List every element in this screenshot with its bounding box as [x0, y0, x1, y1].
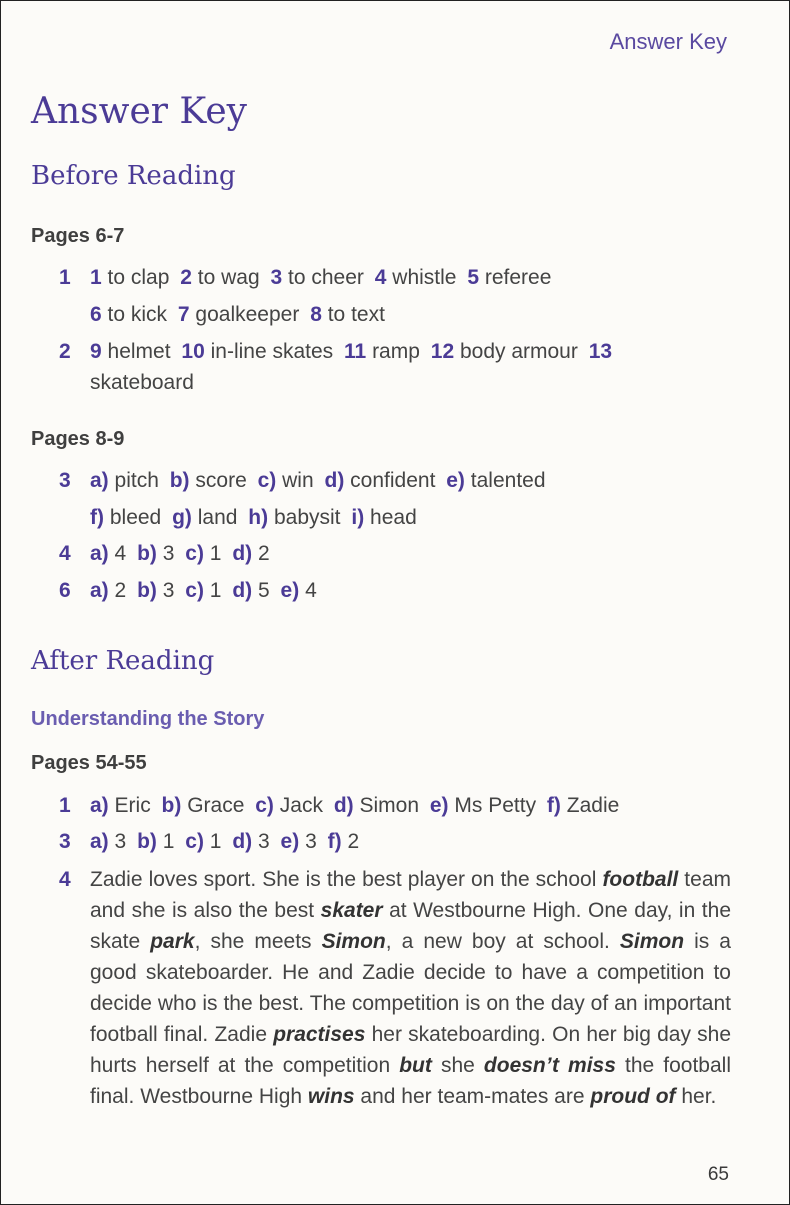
answer-text: to cheer [288, 266, 364, 289]
summary-keyword: Simon [321, 930, 386, 953]
summary-keyword: wins [307, 1085, 355, 1108]
answer-text: 4 [305, 579, 317, 602]
answer-key: c) [185, 579, 204, 602]
answer-key: d) [324, 469, 345, 492]
answer-key: c) [185, 542, 204, 565]
answer-key: a) [90, 830, 109, 853]
summary-keyword: Simon [619, 930, 685, 953]
answer-key: d) [232, 830, 253, 853]
answer-key: f) [327, 830, 342, 853]
answer-text: pitch [114, 469, 159, 492]
summary-text: , she meets [194, 930, 322, 953]
answer-text: win [282, 469, 314, 492]
answer-line [90, 371, 194, 395]
answer-text: 2 [114, 579, 127, 602]
answer-text: to clap [107, 266, 170, 289]
answer-key: 13 [588, 340, 613, 363]
summary-keyword: practises [273, 1023, 366, 1046]
summary-text: Zadie loves sport. She is the best player on the school [90, 868, 603, 891]
answer-text: 2 [347, 830, 360, 853]
answer-key: b) [137, 579, 157, 602]
answer-key: f) [546, 794, 561, 817]
summary-text: and her team-mates are [354, 1085, 591, 1108]
before-reading-heading: Before Reading [31, 161, 236, 191]
exercise-number: 1 [59, 794, 71, 817]
exercise-number: 1 [59, 266, 71, 289]
answer-line [90, 340, 612, 364]
answer-key: a) [90, 542, 109, 565]
answer-key: e) [429, 794, 449, 817]
summary-keyword: doesn’t miss [483, 1054, 616, 1077]
answer-text: 5 [258, 579, 270, 602]
answer-key: 10 [181, 340, 205, 363]
answer-key: d) [232, 542, 253, 565]
answer-key: b) [161, 794, 182, 817]
summary-paragraph [90, 864, 731, 1112]
pages-8-9-label: Pages 8-9 [31, 428, 125, 450]
answer-line [90, 266, 551, 290]
answer-line [90, 542, 270, 566]
answer-text: body armour [459, 340, 578, 363]
answer-text: 3 [162, 542, 175, 565]
answer-key: 2 [180, 266, 192, 289]
exercise-number: 4 [59, 868, 71, 891]
answer-key: 4 [374, 266, 387, 289]
answer-text: Ms Petty [454, 794, 537, 817]
answer-key: b) [137, 542, 157, 565]
answer-text: Eric [114, 794, 151, 817]
answer-text: to wag [197, 266, 260, 289]
answer-text: 3 [162, 579, 175, 602]
answer-text: 1 [162, 830, 175, 853]
answer-text: goalkeeper [195, 303, 300, 326]
answer-text: 4 [114, 542, 127, 565]
answer-key: 8 [310, 303, 322, 326]
summary-text: team and she is also the best [90, 868, 731, 922]
answer-key: c) [255, 794, 274, 817]
summary-text: is a good skateboarder. He and Zadie decide to have a competition to decide who is the best. The competition is on the day of an important football final. Zadie [90, 930, 731, 1046]
answer-line [90, 469, 546, 493]
answer-key: a) [90, 579, 109, 602]
exercise-number: 4 [59, 542, 71, 565]
answer-key: d) [333, 794, 354, 817]
answer-text: 1 [209, 542, 222, 565]
answer-key: a) [90, 469, 109, 492]
answer-key: a) [90, 794, 109, 817]
answer-text: 2 [258, 542, 270, 565]
after-reading-heading: After Reading [31, 646, 215, 676]
summary-keyword: but [399, 1054, 432, 1077]
running-header: Answer Key [609, 29, 727, 54]
exercise-number: 3 [59, 830, 71, 853]
answer-text: babysit [273, 506, 341, 529]
answer-text: 3 [114, 830, 127, 853]
summary-text: the football final. Westbourne High [90, 1054, 731, 1108]
answer-line [90, 303, 385, 327]
answer-key: f) [90, 506, 104, 529]
answer-key: b) [137, 830, 157, 853]
answer-key: 7 [177, 303, 190, 326]
page-title: Answer Key [31, 91, 247, 132]
answer-key: 9 [90, 340, 102, 363]
answer-key: d) [232, 579, 253, 602]
answer-key: 12 [430, 340, 455, 363]
answer-line [90, 579, 317, 603]
answer-key: 3 [270, 266, 283, 289]
answer-key: 11 [344, 340, 367, 363]
answer-line [90, 794, 619, 818]
answer-key: h) [248, 506, 269, 529]
answer-line [90, 506, 417, 530]
answer-text: bleed [109, 506, 162, 529]
answer-key: g) [172, 506, 192, 529]
answer-text: ramp [372, 340, 420, 363]
summary-text: , a new boy at school. [385, 930, 620, 953]
answer-key: c) [257, 469, 277, 492]
answer-text: Jack [279, 794, 323, 817]
answer-key: c) [185, 830, 204, 853]
answer-text: to kick [107, 303, 168, 326]
answer-text: Grace [187, 794, 245, 817]
answer-text: helmet [107, 340, 171, 363]
answer-text: confident [350, 469, 436, 492]
pages-6-7-label: Pages 6-7 [31, 225, 125, 247]
answer-line [90, 830, 359, 854]
summary-keyword: skater [320, 899, 383, 922]
summary-text: her skateboarding. On her big day she hurts herself at the competition [90, 1023, 731, 1077]
pages-54-55-label: Pages 54-55 [31, 752, 147, 774]
answer-text: 3 [258, 830, 270, 853]
answer-key: e) [446, 469, 465, 492]
answer-key: 1 [90, 266, 102, 289]
answer-key: b) [169, 469, 190, 492]
answer-key: e) [280, 579, 300, 602]
page-number: 65 [707, 1164, 729, 1185]
summary-text: her. [675, 1085, 717, 1108]
answer-key: e) [280, 830, 300, 853]
answer-text: score [195, 469, 247, 492]
answer-text: Zadie [566, 794, 620, 817]
answer-text: to text [327, 303, 385, 326]
answer-text: in-line skates [210, 340, 334, 363]
exercise-number: 6 [59, 579, 71, 602]
understanding-story-subheading: Understanding the Story [31, 708, 265, 730]
exercise-number: 3 [59, 469, 71, 492]
summary-keyword: proud of [590, 1085, 676, 1108]
exercise-number: 2 [59, 340, 71, 363]
answer-text: Simon [359, 794, 420, 817]
answer-text: head [370, 506, 417, 529]
answer-text: whistle [392, 266, 457, 289]
answer-text: 1 [209, 579, 222, 602]
answer-text: 3 [305, 830, 317, 853]
summary-text: at Westbourne High. One day, in the skate [90, 899, 731, 953]
answer-key: 5 [467, 266, 480, 289]
summary-text: she [431, 1054, 484, 1077]
answer-text: referee [484, 266, 552, 289]
answer-key: i) [351, 506, 365, 529]
answer-text: talented [470, 469, 546, 492]
summary-keyword: football [602, 868, 679, 891]
answer-key: 6 [90, 303, 102, 326]
answer-text: skateboard [90, 371, 194, 394]
summary-keyword: park [150, 930, 195, 953]
answer-text: land [197, 506, 238, 529]
answer-text: 1 [209, 830, 222, 853]
